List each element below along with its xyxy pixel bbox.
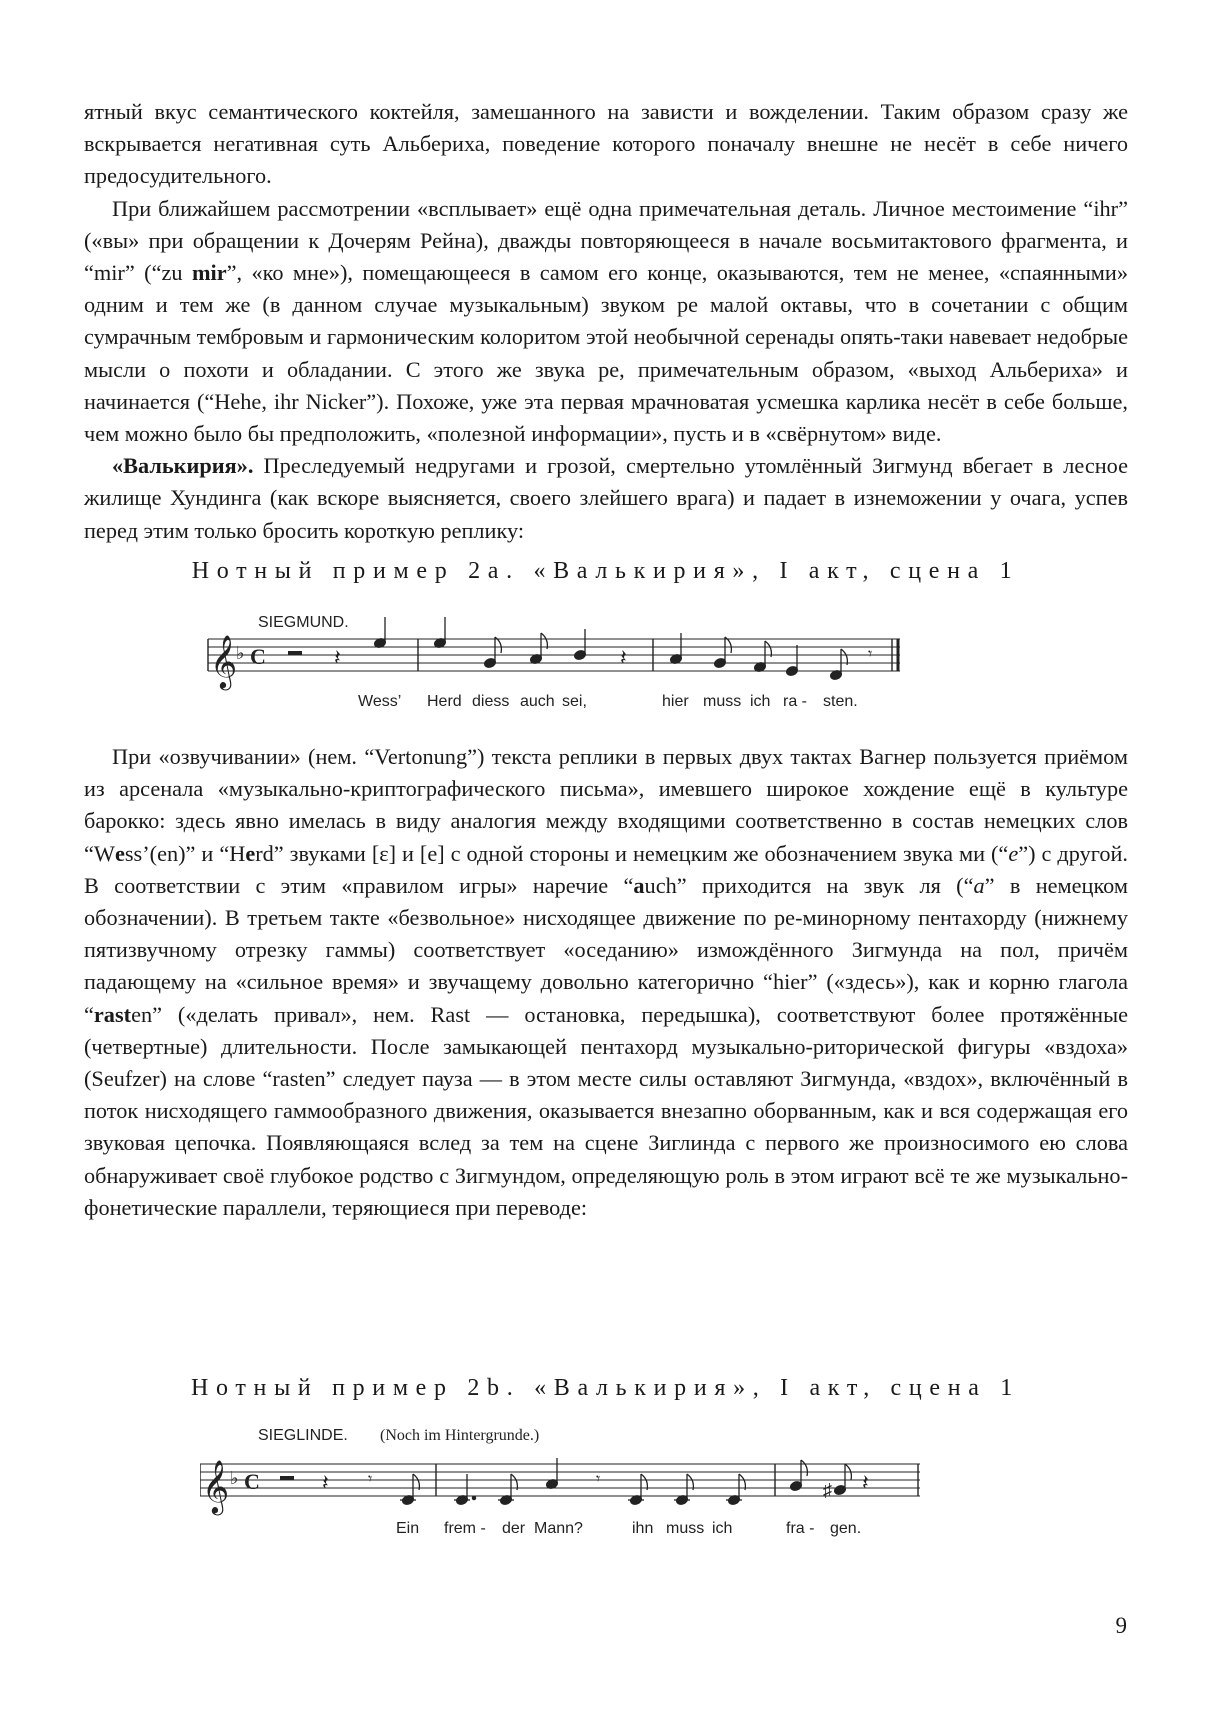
para4-bold: rast (93, 1001, 132, 1027)
quarter-rest-icon: 𝄽 (334, 645, 341, 670)
stage-direction: (Noch im Hintergrunde.) (380, 1427, 540, 1444)
quarter-rest-icon: 𝄽 (322, 1470, 329, 1495)
svg-text:𝄾: 𝄾 (868, 646, 873, 663)
para4-bold: e (114, 840, 125, 866)
treble-clef-icon: 𝄞 (202, 1461, 230, 1512)
sharp-icon: ♯ (823, 1480, 832, 1500)
character-name: SIEGMUND. (258, 614, 349, 631)
lyric: ra - (783, 693, 807, 710)
lyric: ihn (632, 1520, 654, 1537)
music-example-2 (200, 1420, 940, 1540)
lyric: auch (520, 693, 555, 710)
lyric: fra - (786, 1520, 815, 1537)
para2-bold: mir (191, 260, 227, 286)
para4-bold: a (633, 872, 645, 898)
lyrics-example-1 (358, 693, 858, 710)
example1-caption: Нотный пример 2а. «Валькирия», I акт, сцена 1 (191, 558, 1020, 584)
para4-text: uch” приходится на звук ля (“ (644, 872, 974, 898)
svg-text:𝄽: 𝄽 (620, 645, 627, 670)
para2-text-a: При ближайшем рассмотрении «всплывает» ещё одна примечательная деталь. Личное местоимение “ihr” («вы» при обращении к Дочерям Рейна), дважды повторяющееся в начале восьмитактового фрагмента, и “mir” (“zu (84, 195, 1128, 286)
para4-text: ”) с другой. В соответствии с этим «правилом игры» наречие “ (84, 840, 1128, 898)
lyric: gen. (830, 1520, 862, 1537)
lyric: hier (662, 693, 689, 710)
para4-text: ” в немецком обозначении). В третьем такте «безвольное» нисходящее движение по ре-минорному пентахорду (нижнему пятизвучному отрезку гаммы) соответствует «оседанию» измождённого Зигмунда на пол, причём падающему на «сильное время» и звучащему довольно категорично “hier” («здесь»), как и корню глагола “ (84, 872, 1129, 1027)
lyric: Ein (396, 1520, 420, 1537)
common-time-icon: C (244, 1469, 260, 1494)
para4-italic: e (1008, 840, 1019, 866)
treble-clef-icon: 𝄞 (210, 636, 238, 687)
para4 (84, 741, 1128, 1224)
page-number: 9 (1115, 1613, 1127, 1638)
lyric: sten. (823, 693, 858, 710)
half-rest-icon (280, 1476, 294, 1480)
para2 (84, 193, 1128, 451)
lyric: Herd (427, 693, 462, 710)
lyric: frem - (444, 1520, 486, 1537)
para4-italic: a (973, 872, 985, 898)
para4-text: rd” звуками [ɛ] и [e] с одной стороны и немецким же обозначением звука ми (“ (255, 840, 1009, 866)
lyric: sei, (562, 693, 587, 710)
half-rest-icon (288, 651, 302, 655)
lyric: muss (666, 1520, 705, 1537)
flat-icon: ♭ (236, 643, 245, 663)
para4-text: При «озвучивании» (нем. “Vertonung”) текста реплики в первых двух тактах Вагнер пользуется приёмом из арсенала «музыкально-криптографического письма», имевшего широкое хождение ещё в культуре барокко: здесь явно имелась в виду аналогия между входящими соответственно в состав немецких слов “W (84, 744, 1128, 866)
para4-text: en” («делать привал», нем. Rast — остановка, передышка), соответствуют более протяжённые (четвертные) длительности. После замыкающей пентахорд музыкально-риторической фигуры «вздоха» (Seufzer) на слове “rasten” следует пауза — в этом месте силы оставляют Зигмунда, «вздох», включённый в поток нисходящего гаммообразного движения, оказывается внезапно оборванным, как и вся содержащая его звуковая цепочка. Появляющаяся вслед за тем на сцене Зиглинда с первого же произносимого ею слова обнаруживает своё глубокое родство с Зигмундом, определяющую роль в этом играют всё те же музыкально-фонетические параллели, теряющиеся при переводе: (84, 1001, 1128, 1220)
para3 (84, 450, 1128, 547)
eighth-rest-icon: 𝄾 (368, 1471, 373, 1488)
lyrics-example-2 (396, 1520, 861, 1537)
music-example-1 (200, 605, 920, 715)
section-heading-valkyrie: «Валькирия». (112, 453, 254, 479)
example2-caption: Нотный пример 2b. «Валькирия», I акт, сцена 1 (191, 1375, 1020, 1401)
lyric: diess (472, 693, 510, 710)
para4-text: ss’(en)” и “H (124, 840, 246, 866)
para2-text-b: ”, «ко мне»), помещающееся в самом его конце, оказываются, тем не менее, «спаянными» одним и тем же (в данном случае музыкальным) звуком ре малой октавы, что в сочетании с общим сумрачным тембровым и гармоническим колоритом этой необычной серенады опять-таки навевает недобрые мысли о похоти и обладании. С этого же звука ре, примечательным образом, «выход Альбериха» и начинается (“Hehe, ihr Nicker”). Похоже, уже эта первая мрачноватая усмешка карлика несёт в себе больше, чем можно было бы предположить, «полезной информации», пусть и в «свёрнутом» виде. (84, 260, 1129, 447)
flat-icon: ♭ (230, 1468, 239, 1488)
para1: ятный вкус семантического коктейля, замешанного на зависти и вожделении. Таким образом сразу же вскрывается негативная суть Альбериха, поведение которого поначалу внешне не несёт в себе ничего предосудительного. (84, 99, 1128, 189)
para4-bold: e (245, 840, 256, 866)
paragraph-analysis (84, 741, 1128, 1224)
lyric: Wess’ (358, 693, 402, 710)
para3-text: Преследуемый недругами и грозой, смертельно утомлённый Зигмунд вбегает в лесное жилище Хундинга (как вскоре выясняется, своего злейшего врага) и падает в изнеможении у очага, успев перед этим только бросить короткую реплику: (84, 453, 1128, 543)
svg-text:𝄾: 𝄾 (596, 1471, 601, 1488)
lyric: ich (712, 1520, 733, 1537)
character-name: SIEGLINDE. (258, 1427, 348, 1444)
notes-example-2 (400, 1458, 851, 1506)
lyric: Mann? (534, 1520, 583, 1537)
lyric: ich (750, 693, 771, 710)
svg-text:𝄽: 𝄽 (862, 1470, 869, 1495)
lyric: der (502, 1520, 526, 1537)
lyric: muss (703, 693, 742, 710)
paragraph-continuation (84, 96, 1128, 547)
common-time-icon: C (250, 644, 266, 669)
